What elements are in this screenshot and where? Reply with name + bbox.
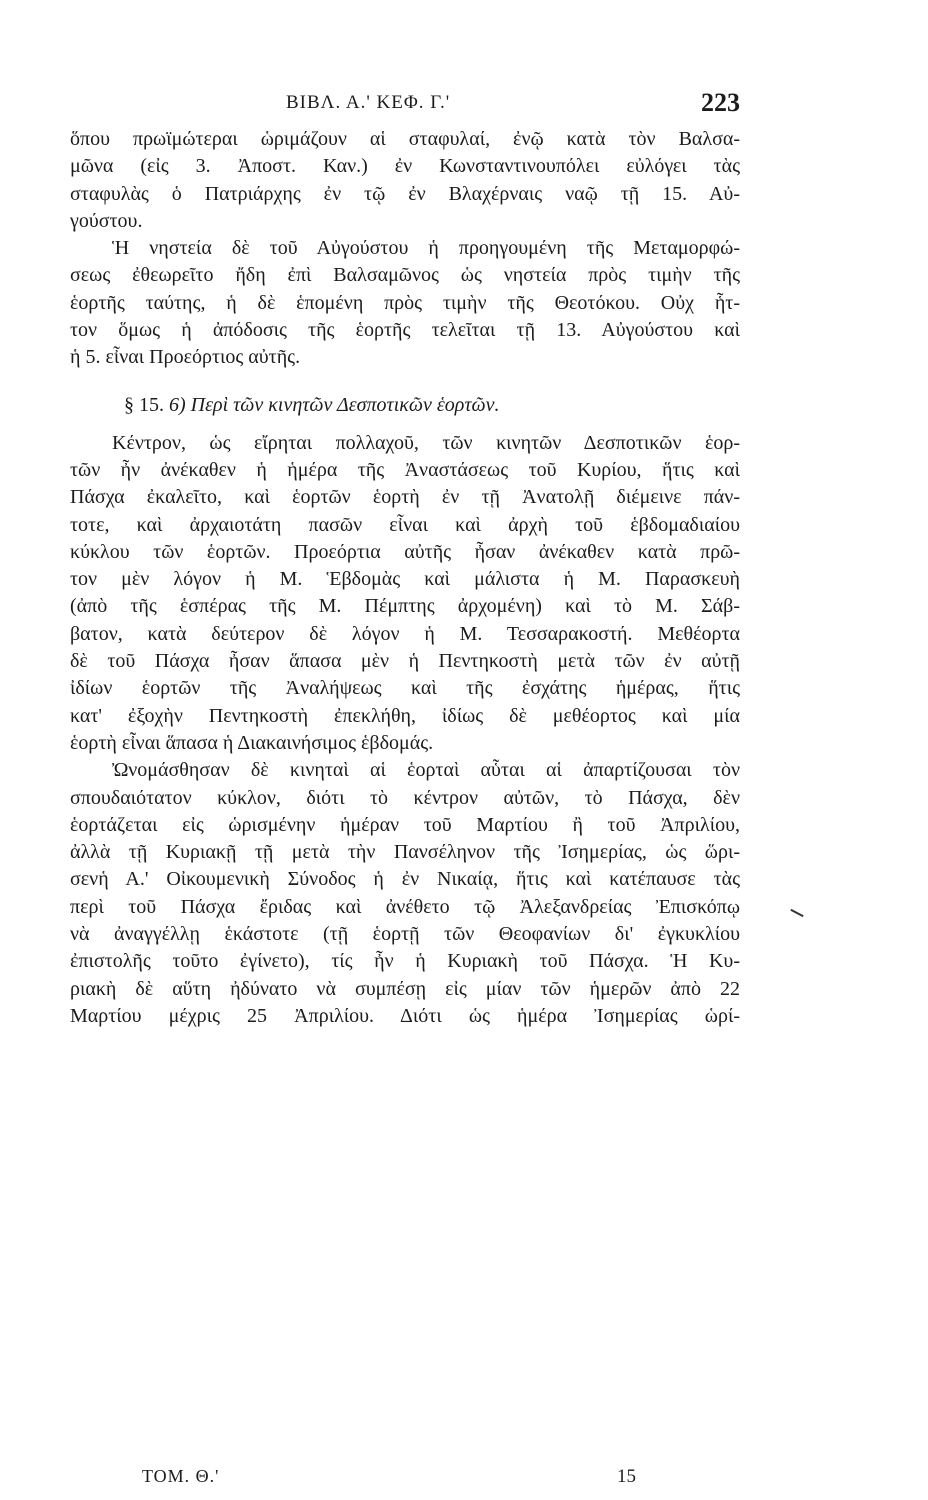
text-line: τῶν ἦν ἀνέκαθεν ἡ ἡμέρα τῆς Ἀναστάσεως τοῦ Κυρίου, ἥτις καὶ [70,458,740,481]
paragraph [70,235,740,371]
page-number: 223 [701,88,740,117]
text-line: σπουδαιότατον κύκλον, διότι τὸ κέντρον αὐτῶν, τὸ Πάσχα, δὲν [70,786,740,809]
text-line: κύκλου τῶν ἑορτῶν. Προεόρτια αὐτῆς ἦσαν ἀνέκαθεν κατὰ πρῶ- [70,540,740,563]
text-line: σεως ἐθεωρεῖτο ἤδη ἐπὶ Βαλσαμῶνος ὡς νηστεία πρὸς τιμὴν τῆς [70,264,740,287]
text-line: Μαρτίου μέχρις 25 Ἀπριλίου. Διότι ὡς ἡμέρα Ἰσημερίας ὡρί- [70,1004,740,1027]
text-line: δὲ τοῦ Πάσχα ἦσαν ἅπασα μὲν ἡ Πεντηκοστὴ μετὰ τῶν ἐν αὐτῇ [70,650,740,673]
text-line: μῶνα (εἰς 3. Ἀποστ. Καν.) ἐν Κωνσταντινουπόλει εὐλόγει τὰς [70,155,740,178]
margin-mark [790,909,803,917]
text-line: ριακὴ δὲ αὕτη ἠδύνατο νὰ συμπέσῃ εἰς μίαν τῶν ἡμερῶν ἀπὸ 22 [70,977,740,1000]
text-line: ἀλλὰ τῇ Κυριακῇ τῇ μετὰ τὴν Πανσέληνον τῆς Ἰσημερίας, ὡς ὥρι- [70,841,740,864]
paragraph [70,757,740,1030]
text-line: ἑορτὴ εἶναι ἅπασα ἡ Διακαινήσιμος ἑβδομάς. [70,731,434,754]
text-line: Πάσχα ἐκαλεῖτο, καὶ ἑορτῶν ἑορτὴ ἐν τῇ Ἀνατολῇ διέμεινε πάν- [70,486,740,509]
text-line: Ἡ νηστεία δὲ τοῦ Αὐγούστου ἡ προηγουμένη τῆς Μεταμορφώ- [112,237,740,260]
text-line: σταφυλὰς ὁ Πατριάρχης ἐν τῷ ἐν Βλαχέρναις ναῷ τῇ 15. Αὐ- [70,182,740,205]
spacer [70,372,740,390]
section-number: § 15. [124,393,164,416]
page-footer [70,1466,740,1496]
text-line: ἑορτῆς ταύτης, ἡ δὲ ἑπομένη πρὸς τιμὴν τῆς Θεοτόκου. Οὐχ ἧτ- [70,291,740,314]
text-line: κατ' ἐξοχὴν Πεντηκοστὴ ἐπεκλήθη, ἰδίως δὲ μεθέορτος καὶ μία [70,704,740,727]
running-head: ΒΙΒΛ. Α.' ΚΕΦ. Γ.' [286,92,451,113]
text-line: νὰ ἀναγγέλλῃ ἑκάστοτε (τῇ ἑορτῇ τῶν Θεοφανίων δι' ἐγκυκλίου [70,923,740,946]
section-title: 6) Περὶ τῶν κινητῶν Δεσποτικῶν ἑορτῶν. [169,393,500,416]
text-line: Ὠνομάσθησαν δὲ κινηταὶ αἱ ἑορταὶ αὗται αἱ ἀπαρτίζουσαι τὸν [112,759,740,782]
text-line: σενἡ Α.' Οἰκουμενικὴ Σύνοδος ἡ ἐν Νικαίᾳ, ἥτις καὶ κατέπαυσε τὰς [70,868,740,891]
signature-mark: 15 [617,1466,636,1487]
page-header [70,88,740,124]
text-line: ὅπου πρωϊμώτεραι ὡριμάζουν αἱ σταφυλαί, ἐνῷ κατὰ τὸν Βαλσα- [70,128,740,150]
text-line: τον μὲν λόγον ἡ Μ. Ἑβδομὰς καὶ μάλιστα ἡ Μ. Παρασκευὴ [70,568,740,591]
text-line: τοτε, καὶ ἀρχαιοτάτη πασῶν εἶναι καὶ ἀρχὴ τοῦ ἑβδομαδιαίου [70,513,740,536]
text-line: ἑορτάζεται εἰς ὡρισμένην ἡμέραν τοῦ Μαρτίου ἢ τοῦ Ἀπριλίου, [70,813,740,836]
section-heading [70,390,740,420]
text-line: ἐπιστολῆς τοῦτο ἐγίνετο), τίς ἦν ἡ Κυριακὴ τοῦ Πάσχα. Ἡ Κυ- [70,950,740,973]
text-line: περὶ τοῦ Πάσχα ἔριδας καὶ ἀνέθετο τῷ Ἀλεξανδρείας Ἐπισκόπῳ [70,895,740,918]
text-line: Κέντρον, ὡς εἴρηται πολλαχοῦ, τῶν κινητῶν Δεσποτικῶν ἑορ- [112,431,740,454]
text-line: (ἀπὸ τῆς ἑσπέρας τῆς Μ. Πέμπτης ἀρχομένη) καὶ τὸ Μ. Σάβ- [70,595,740,618]
paragraph [70,126,740,235]
text-line: ἡ 5. εἶναι Προεόρτιος αὐτῆς. [70,346,301,369]
volume-mark: ΤΟΜ. Θ.' [142,1466,220,1486]
page-body [70,126,740,1030]
text-line: βατον, κατὰ δεύτερον δὲ λόγον ἡ Μ. Τεσσαρακοστή. Μεθέορτα [70,622,740,645]
paragraph [70,430,740,758]
text-line: γούστου. [70,209,143,232]
text-line: ἰδίων ἑορτῶν τῆς Ἀναλήψεως καὶ τῆς ἐσχάτης ἡμέρας, ἥτις [70,677,740,700]
text-line: τον ὅμως ἡ ἀπόδοσις τῆς ἑορτῆς τελεῖται τῇ 13. Αὐγούστου καὶ [70,319,740,342]
spacer [70,420,740,430]
